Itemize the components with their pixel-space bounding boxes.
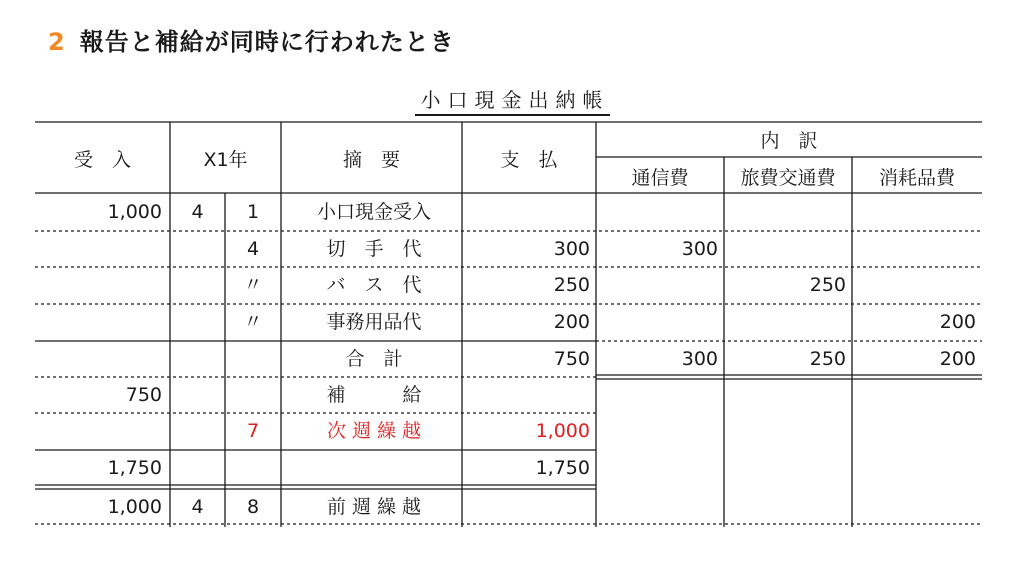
row-5-receipt: [35, 341, 162, 377]
row-2-description: 切 手 代: [326, 238, 422, 260]
header-receipt: 受 入: [73, 149, 131, 171]
row-5-day: [225, 341, 281, 377]
row-4-description: 事務用品代: [326, 311, 422, 333]
row-4-month: [170, 304, 225, 340]
row-6-month: [170, 377, 225, 413]
row-1-supplies: [852, 194, 976, 230]
row-1-payment: [462, 194, 590, 230]
header-travel: 旅費交通費: [740, 167, 836, 189]
row-3-supplies: [852, 267, 976, 303]
row-1-receipt: 1,000: [107, 201, 162, 223]
row-4-communication: [596, 304, 718, 340]
header-year: X1年: [203, 149, 248, 171]
row-3-communication: [596, 267, 718, 303]
row-8-receipt: 1,750: [107, 457, 162, 479]
section-number: 2: [48, 28, 66, 56]
row-6-receipt: 750: [125, 384, 162, 406]
row-3-travel: 250: [809, 274, 846, 296]
row-4-travel: [724, 304, 846, 340]
row-9-month: 4: [191, 496, 204, 518]
row-9-travel: [724, 489, 846, 525]
row-8-communication: [596, 450, 718, 486]
row-7-receipt: [35, 413, 162, 449]
row-5-description: 合 計: [345, 348, 403, 370]
row-2-travel: [724, 231, 846, 267]
row-5-payment: 750: [553, 348, 590, 370]
row-5-month: [170, 341, 225, 377]
row-2-day: 4: [246, 238, 260, 260]
row-9-description: 前 週 繰 越: [326, 496, 422, 518]
row-9-supplies: [852, 489, 976, 525]
row-7-supplies: [852, 413, 976, 449]
row-7-description: 次 週 繰 越: [326, 420, 422, 442]
row-1-description: 小口現金受入: [316, 201, 431, 223]
row-2-communication: 300: [681, 238, 718, 260]
section-heading-text: 報告と補給が同時に行われたとき: [79, 28, 455, 56]
header-communication: 通信費: [631, 167, 689, 189]
row-8-month: [170, 450, 225, 486]
row-2-month: [170, 231, 225, 267]
row-7-travel: [724, 413, 846, 449]
row-3-day: 〃: [243, 274, 263, 296]
row-9-communication: [596, 489, 718, 525]
row-2-supplies: [852, 231, 976, 267]
ledger-title-text: 小口現金出納帳: [415, 88, 610, 116]
header-payment: 支 払: [500, 149, 558, 171]
row-4-payment: 200: [553, 311, 590, 333]
row-8-day: [225, 450, 281, 486]
row-6-travel: [724, 377, 846, 413]
row-2-payment: 300: [553, 238, 590, 260]
row-6-description: 補 給: [326, 384, 422, 406]
row-3-description: バ ス 代: [326, 274, 422, 296]
row-6-day: [225, 377, 281, 413]
row-9-payment: [462, 489, 590, 525]
row-7-month: [170, 413, 225, 449]
row-6-communication: [596, 377, 718, 413]
row-5-supplies: 200: [939, 348, 976, 370]
row-9-receipt: 1,000: [107, 496, 162, 518]
row-3-month: [170, 267, 225, 303]
header-description: 摘 要: [342, 149, 400, 171]
row-1-day: 1: [246, 201, 260, 223]
row-8-payment: 1,750: [535, 457, 590, 479]
row-6-payment: [462, 377, 590, 413]
row-1-travel: [724, 194, 846, 230]
row-1-month: 4: [191, 201, 204, 223]
row-7-day: 7: [246, 420, 260, 442]
row-9-day: 8: [246, 496, 260, 518]
header-breakdown: 内 訳: [760, 130, 818, 152]
row-6-supplies: [852, 377, 976, 413]
row-8-supplies: [852, 450, 976, 486]
row-4-receipt: [35, 304, 162, 340]
row-1-communication: [596, 194, 718, 230]
header-supplies: 消耗品費: [878, 167, 955, 189]
row-4-supplies: 200: [939, 311, 976, 333]
row-7-communication: [596, 413, 718, 449]
row-5-communication: 300: [681, 348, 718, 370]
row-2-receipt: [35, 231, 162, 267]
row-7-payment: 1,000: [535, 420, 590, 442]
row-3-receipt: [35, 267, 162, 303]
row-3-payment: 250: [553, 274, 590, 296]
row-8-travel: [724, 450, 846, 486]
row-5-travel: 250: [809, 348, 846, 370]
row-8-description: [296, 450, 452, 486]
row-4-day: 〃: [243, 311, 263, 333]
